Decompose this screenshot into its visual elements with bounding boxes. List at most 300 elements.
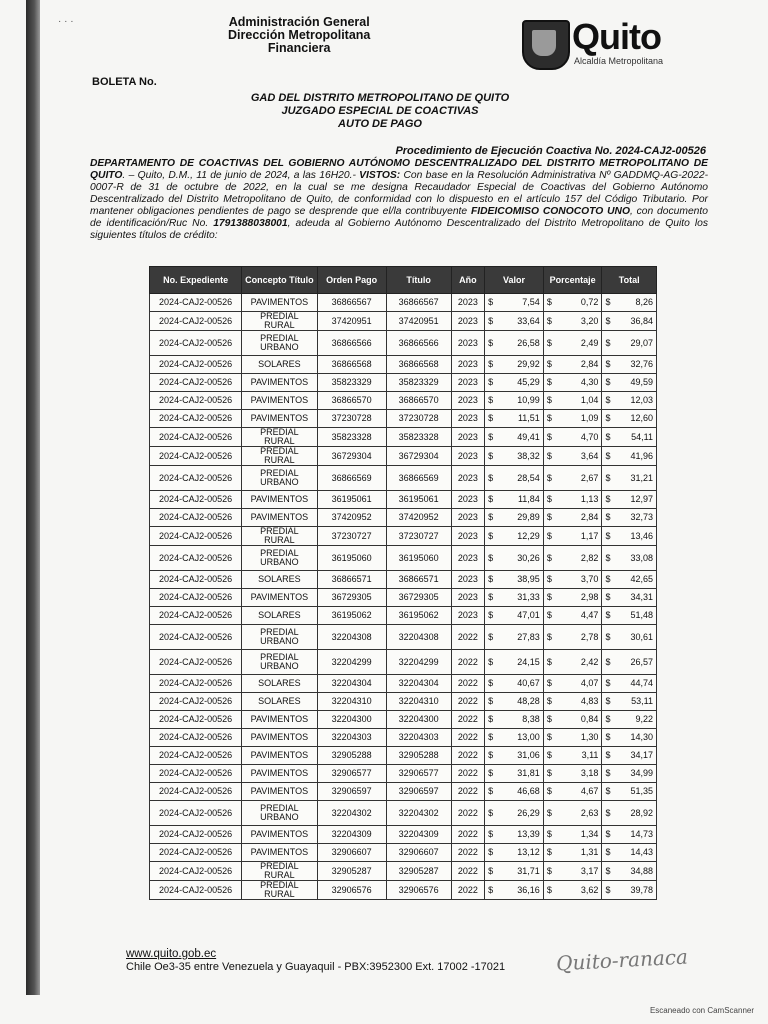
table-cell: 2023 — [451, 374, 485, 392]
crest-icon — [522, 20, 570, 70]
table-cell: 36866566 — [386, 331, 451, 356]
handwritten-note: Quito-ranaca — [555, 944, 689, 976]
table-cell: 35823328 — [386, 428, 451, 447]
table-cell: $ — [543, 331, 556, 356]
table-cell: PAVIMENTOS — [242, 783, 317, 801]
table-cell: $ — [485, 650, 498, 675]
table-cell: 2022 — [451, 693, 485, 711]
table-cell: 9,22 — [615, 711, 657, 729]
table-cell: 34,99 — [615, 765, 657, 783]
table-cell: 39,78 — [615, 881, 657, 900]
table-row — [150, 331, 657, 356]
table-cell: 36195060 — [386, 546, 451, 571]
table-cell: 2023 — [451, 466, 485, 491]
table-row — [150, 826, 657, 844]
table-cell: PAVIMENTOS — [242, 294, 317, 312]
table-cell: 36729304 — [386, 447, 451, 466]
table-row — [150, 527, 657, 546]
table-cell: PAVIMENTOS — [242, 765, 317, 783]
table-cell: 32204310 — [386, 693, 451, 711]
table-cell: 35823329 — [386, 374, 451, 392]
table-cell: $ — [602, 392, 615, 410]
table-cell: SOLARES — [242, 675, 317, 693]
table-cell: 2023 — [451, 356, 485, 374]
table-cell: 2023 — [451, 589, 485, 607]
table-cell: 1,13 — [556, 491, 602, 509]
quito-logo — [522, 16, 692, 68]
table-cell: 33,64 — [497, 312, 543, 331]
table-cell: 8,26 — [615, 294, 657, 312]
table-cell: 36866567 — [317, 294, 386, 312]
table-cell: 1,31 — [556, 844, 602, 862]
table-cell: $ — [602, 312, 615, 331]
table-cell: PREDIAL URBANO — [242, 650, 317, 675]
table-cell: 32204300 — [317, 711, 386, 729]
table-row — [150, 294, 657, 312]
table-cell: $ — [602, 589, 615, 607]
dept-name: DEPARTAMENTO DE COACTIVAS DEL GOBIERNO AUTÓNOMO DESCENTRALIZADO DEL DISTRITO METROPOLITANO DE QUITO — [90, 158, 708, 181]
table-cell: 32,73 — [615, 509, 657, 527]
table-cell: 4,30 — [556, 374, 602, 392]
table-cell: 2024-CAJ2-00526 — [150, 801, 242, 826]
table-cell: 32204300 — [386, 711, 451, 729]
table-cell: 32204308 — [386, 625, 451, 650]
table-cell: PAVIMENTOS — [242, 374, 317, 392]
table-cell: 12,29 — [497, 527, 543, 546]
table-cell: PAVIMENTOS — [242, 747, 317, 765]
table-cell: 2023 — [451, 312, 485, 331]
table-cell: 7,54 — [497, 294, 543, 312]
table-cell: 36866571 — [317, 571, 386, 589]
table-cell: 36866568 — [317, 356, 386, 374]
table-cell: PREDIAL RURAL — [242, 527, 317, 546]
table-cell: $ — [602, 410, 615, 428]
table-cell: 2023 — [451, 607, 485, 625]
table-cell: 29,92 — [497, 356, 543, 374]
table-cell: 4,83 — [556, 693, 602, 711]
table-cell: 4,07 — [556, 675, 602, 693]
table-cell: $ — [543, 826, 556, 844]
table-cell: 29,07 — [615, 331, 657, 356]
table-cell: 2024-CAJ2-00526 — [150, 844, 242, 862]
table-cell: $ — [543, 729, 556, 747]
table-cell: 27,83 — [497, 625, 543, 650]
table-cell: 33,08 — [615, 546, 657, 571]
table-cell: 28,54 — [497, 466, 543, 491]
table-row — [150, 765, 657, 783]
table-cell: 32905288 — [386, 747, 451, 765]
table-cell: $ — [543, 356, 556, 374]
table-cell: 31,81 — [497, 765, 543, 783]
table-cell: $ — [485, 801, 498, 826]
table-cell: 45,29 — [497, 374, 543, 392]
table-row — [150, 589, 657, 607]
table-cell: $ — [602, 607, 615, 625]
table-cell: 12,03 — [615, 392, 657, 410]
table-cell: 31,21 — [615, 466, 657, 491]
table-cell: 13,00 — [497, 729, 543, 747]
table-cell: 2024-CAJ2-00526 — [150, 729, 242, 747]
table-cell: 2023 — [451, 546, 485, 571]
table-cell: 2022 — [451, 675, 485, 693]
table-cell: SOLARES — [242, 571, 317, 589]
table-cell: 36195060 — [317, 546, 386, 571]
table-cell: 2,84 — [556, 509, 602, 527]
table-cell: 2022 — [451, 747, 485, 765]
table-cell: $ — [543, 844, 556, 862]
table-cell: $ — [543, 711, 556, 729]
table-cell: PREDIAL RURAL — [242, 428, 317, 447]
table-cell: 51,35 — [615, 783, 657, 801]
col-concepto: Concepto Título — [242, 267, 317, 294]
table-cell: $ — [543, 783, 556, 801]
table-row — [150, 392, 657, 410]
table-cell: 2024-CAJ2-00526 — [150, 546, 242, 571]
table-cell: 2024-CAJ2-00526 — [150, 693, 242, 711]
table-cell: PREDIAL RURAL — [242, 862, 317, 881]
document-titles — [230, 92, 530, 131]
table-cell: 2024-CAJ2-00526 — [150, 765, 242, 783]
table-cell: $ — [602, 428, 615, 447]
table-cell: $ — [543, 801, 556, 826]
table-cell: $ — [485, 783, 498, 801]
footer-url[interactable]: www.quito.gob.ec — [126, 948, 217, 960]
table-cell: 31,33 — [497, 589, 543, 607]
table-cell: 37230728 — [386, 410, 451, 428]
table-cell: $ — [543, 312, 556, 331]
table-cell: $ — [485, 546, 498, 571]
table-row — [150, 466, 657, 491]
table-cell: PAVIMENTOS — [242, 491, 317, 509]
table-cell: 37420952 — [386, 509, 451, 527]
table-cell: 36195061 — [317, 491, 386, 509]
table-cell: 2022 — [451, 826, 485, 844]
org-line-1: Administración General — [228, 15, 370, 29]
table-row — [150, 312, 657, 331]
table-cell: 2024-CAJ2-00526 — [150, 675, 242, 693]
table-cell: $ — [485, 527, 498, 546]
table-cell: PREDIAL RURAL — [242, 312, 317, 331]
table-cell: 13,12 — [497, 844, 543, 862]
table-cell: $ — [602, 747, 615, 765]
table-cell: $ — [485, 765, 498, 783]
table-cell: $ — [543, 650, 556, 675]
table-cell: $ — [602, 527, 615, 546]
table-row — [150, 625, 657, 650]
table-row — [150, 783, 657, 801]
table-cell: $ — [485, 294, 498, 312]
table-cell: PAVIMENTOS — [242, 392, 317, 410]
table-cell: 32905288 — [317, 747, 386, 765]
col-orden-pago: Orden Pago — [317, 267, 386, 294]
table-cell: $ — [485, 589, 498, 607]
table-cell: $ — [543, 410, 556, 428]
table-cell: $ — [543, 625, 556, 650]
table-cell: $ — [485, 862, 498, 881]
org-line-2: Dirección Metropolitana — [228, 28, 371, 42]
table-body — [150, 294, 657, 900]
table-cell: 14,30 — [615, 729, 657, 747]
table-cell: 42,65 — [615, 571, 657, 589]
table-cell: 14,73 — [615, 826, 657, 844]
table-cell: 36866569 — [386, 466, 451, 491]
table-cell: 2023 — [451, 294, 485, 312]
table-cell: 31,71 — [497, 862, 543, 881]
table-cell: $ — [485, 312, 498, 331]
table-cell: PAVIMENTOS — [242, 711, 317, 729]
table-cell: 36195061 — [386, 491, 451, 509]
table-cell: 2024-CAJ2-00526 — [150, 294, 242, 312]
table-cell: 2022 — [451, 765, 485, 783]
table-row — [150, 881, 657, 900]
footer-address: Chile Oe3-35 entre Venezuela y Guayaquil - PBX:3952300 Ext. 17002 -17021 — [126, 961, 506, 973]
title-line-2: JUZGADO ESPECIAL DE COACTIVAS — [281, 105, 479, 117]
table-cell: 13,39 — [497, 826, 543, 844]
table-cell: 41,96 — [615, 447, 657, 466]
table-cell: $ — [485, 392, 498, 410]
table-cell: 11,51 — [497, 410, 543, 428]
table-cell: 37230727 — [317, 527, 386, 546]
table-cell: 49,41 — [497, 428, 543, 447]
table-cell: 24,15 — [497, 650, 543, 675]
table-cell: PREDIAL URBANO — [242, 466, 317, 491]
table-cell: 2023 — [451, 331, 485, 356]
table-cell: $ — [602, 491, 615, 509]
table-cell: 2024-CAJ2-00526 — [150, 589, 242, 607]
table-cell: PREDIAL RURAL — [242, 447, 317, 466]
table-cell: 2024-CAJ2-00526 — [150, 312, 242, 331]
table-cell: 2023 — [451, 491, 485, 509]
table-cell: 35823329 — [317, 374, 386, 392]
table-cell: 44,74 — [615, 675, 657, 693]
table-cell: PAVIMENTOS — [242, 844, 317, 862]
table-cell: 36729304 — [317, 447, 386, 466]
table-cell: 26,57 — [615, 650, 657, 675]
table-cell: 48,28 — [497, 693, 543, 711]
table-cell: $ — [602, 509, 615, 527]
table-cell: 32906576 — [386, 881, 451, 900]
table-cell: 36866566 — [317, 331, 386, 356]
table-cell: 28,92 — [615, 801, 657, 826]
table-cell: $ — [602, 765, 615, 783]
table-cell: 0,72 — [556, 294, 602, 312]
table-cell: $ — [602, 801, 615, 826]
table-cell: 32204303 — [317, 729, 386, 747]
table-cell: 36,16 — [497, 881, 543, 900]
table-row — [150, 607, 657, 625]
table-cell: $ — [602, 826, 615, 844]
table-cell: PAVIMENTOS — [242, 729, 317, 747]
table-cell: 32906597 — [317, 783, 386, 801]
table-row — [150, 862, 657, 881]
table-cell: 2024-CAJ2-00526 — [150, 527, 242, 546]
table-cell: 2022 — [451, 729, 485, 747]
table-cell: $ — [485, 881, 498, 900]
table-cell: $ — [602, 729, 615, 747]
table-cell: $ — [602, 625, 615, 650]
table-cell: 32204308 — [317, 625, 386, 650]
procedimiento-number: Procedimiento de Ejecución Coactiva No. 2024-CAJ2-00526 — [395, 145, 706, 157]
table-cell: $ — [543, 747, 556, 765]
table-cell: 2024-CAJ2-00526 — [150, 881, 242, 900]
table-cell: $ — [602, 294, 615, 312]
table-cell: SOLARES — [242, 693, 317, 711]
table-cell: 36866570 — [317, 392, 386, 410]
table-cell: 12,97 — [615, 491, 657, 509]
table-cell: 36,84 — [615, 312, 657, 331]
table-cell: 2022 — [451, 844, 485, 862]
table-cell: 2024-CAJ2-00526 — [150, 509, 242, 527]
table-cell: 32204302 — [386, 801, 451, 826]
table-cell: $ — [602, 374, 615, 392]
table-row — [150, 428, 657, 447]
table-cell: 2024-CAJ2-00526 — [150, 783, 242, 801]
table-cell: 32906607 — [386, 844, 451, 862]
table-cell: 2024-CAJ2-00526 — [150, 711, 242, 729]
table-cell: 32906577 — [386, 765, 451, 783]
logo-word: Quito — [572, 16, 661, 57]
col-titulo: Título — [386, 267, 451, 294]
table-cell: $ — [543, 392, 556, 410]
table-cell: 2022 — [451, 862, 485, 881]
table-cell: $ — [543, 881, 556, 900]
table-cell: 2024-CAJ2-00526 — [150, 466, 242, 491]
table-cell: $ — [543, 509, 556, 527]
table-cell: 34,88 — [615, 862, 657, 881]
table-cell: 30,61 — [615, 625, 657, 650]
scanner-watermark: Escaneado con CamScanner — [649, 1006, 754, 1015]
title-line-3: AUTO DE PAGO — [338, 118, 422, 130]
table-cell: $ — [485, 747, 498, 765]
table-cell: 32906577 — [317, 765, 386, 783]
table-cell: 2,67 — [556, 466, 602, 491]
table-cell: 1,09 — [556, 410, 602, 428]
col-anio: Año — [451, 267, 485, 294]
table-cell: 4,67 — [556, 783, 602, 801]
table-cell: 36866567 — [386, 294, 451, 312]
table-cell: $ — [602, 844, 615, 862]
table-cell: 38,32 — [497, 447, 543, 466]
table-cell: 31,06 — [497, 747, 543, 765]
table-cell: $ — [485, 826, 498, 844]
table-cell: 2024-CAJ2-00526 — [150, 826, 242, 844]
table-cell: $ — [485, 466, 498, 491]
table-row — [150, 356, 657, 374]
table-cell: $ — [485, 509, 498, 527]
body-part-1: . – Quito, D.M., 11 de junio de 2024, a las 16H20.- — [122, 170, 360, 181]
table-cell: PAVIMENTOS — [242, 826, 317, 844]
table-cell: 2024-CAJ2-00526 — [150, 374, 242, 392]
table-cell: 36866570 — [386, 392, 451, 410]
table-cell: 29,89 — [497, 509, 543, 527]
table-cell: 37420951 — [317, 312, 386, 331]
table-cell: 10,99 — [497, 392, 543, 410]
title-line-1: GAD DEL DISTRITO METROPOLITANO DE QUITO — [250, 92, 510, 104]
boleta-label: BOLETA No. — [92, 76, 157, 88]
table-cell: $ — [485, 844, 498, 862]
table-cell: PREDIAL URBANO — [242, 801, 317, 826]
table-cell: 3,18 — [556, 765, 602, 783]
table-row — [150, 447, 657, 466]
table-cell: 32905287 — [386, 862, 451, 881]
table-row — [150, 509, 657, 527]
table-cell: SOLARES — [242, 356, 317, 374]
table-cell: 2024-CAJ2-00526 — [150, 428, 242, 447]
table-cell: 2023 — [451, 571, 485, 589]
table-cell: $ — [543, 693, 556, 711]
table-cell: $ — [543, 546, 556, 571]
table-cell: $ — [543, 294, 556, 312]
table-cell: 46,68 — [497, 783, 543, 801]
table-cell: $ — [543, 447, 556, 466]
table-cell: $ — [543, 675, 556, 693]
table-cell: 32204304 — [317, 675, 386, 693]
table-cell: 32204299 — [317, 650, 386, 675]
table-cell: 32204309 — [317, 826, 386, 844]
table-cell: PREDIAL URBANO — [242, 331, 317, 356]
table-cell: 34,31 — [615, 589, 657, 607]
table-cell: 32204304 — [386, 675, 451, 693]
table-cell: $ — [543, 428, 556, 447]
table-row — [150, 801, 657, 826]
table-cell: 2024-CAJ2-00526 — [150, 650, 242, 675]
table-cell: 36866568 — [386, 356, 451, 374]
table-cell: $ — [485, 693, 498, 711]
table-cell: 11,84 — [497, 491, 543, 509]
table-cell: 3,11 — [556, 747, 602, 765]
table-cell: SOLARES — [242, 607, 317, 625]
table-cell: PREDIAL URBANO — [242, 625, 317, 650]
table-cell: 30,26 — [497, 546, 543, 571]
table-cell: 37420952 — [317, 509, 386, 527]
table-cell: PAVIMENTOS — [242, 589, 317, 607]
table-cell: 37230727 — [386, 527, 451, 546]
table-cell: $ — [485, 374, 498, 392]
table-cell: 3,70 — [556, 571, 602, 589]
table-cell: 49,59 — [615, 374, 657, 392]
col-valor: Valor — [485, 267, 544, 294]
corner-marks: · · · — [58, 16, 74, 27]
table-cell: 1,04 — [556, 392, 602, 410]
col-porcentaje: Porcentaje — [543, 267, 602, 294]
table-cell: 2024-CAJ2-00526 — [150, 607, 242, 625]
table-cell: 2,84 — [556, 356, 602, 374]
table-cell: $ — [485, 410, 498, 428]
col-expediente: No. Expediente — [150, 267, 242, 294]
table-cell: 36866571 — [386, 571, 451, 589]
table-cell: 37420951 — [386, 312, 451, 331]
table-cell: 32204299 — [386, 650, 451, 675]
table-cell: 47,01 — [497, 607, 543, 625]
table-cell: 2,82 — [556, 546, 602, 571]
contribuyente-name: FIDEICOMISO CONOCOTO UNO — [470, 206, 630, 217]
table-cell: 1,34 — [556, 826, 602, 844]
table-row — [150, 844, 657, 862]
table-cell: 2023 — [451, 447, 485, 466]
scan-edge — [26, 0, 40, 995]
table-cell: 35823328 — [317, 428, 386, 447]
table-cell: 2024-CAJ2-00526 — [150, 571, 242, 589]
ruc-number: 1791388038001 — [213, 218, 288, 229]
table-cell: $ — [602, 571, 615, 589]
table-cell: $ — [543, 374, 556, 392]
table-cell: 40,67 — [497, 675, 543, 693]
table-cell: $ — [485, 331, 498, 356]
table-cell: $ — [543, 589, 556, 607]
table-cell: $ — [602, 711, 615, 729]
table-cell: 26,58 — [497, 331, 543, 356]
table-cell: 54,11 — [615, 428, 657, 447]
